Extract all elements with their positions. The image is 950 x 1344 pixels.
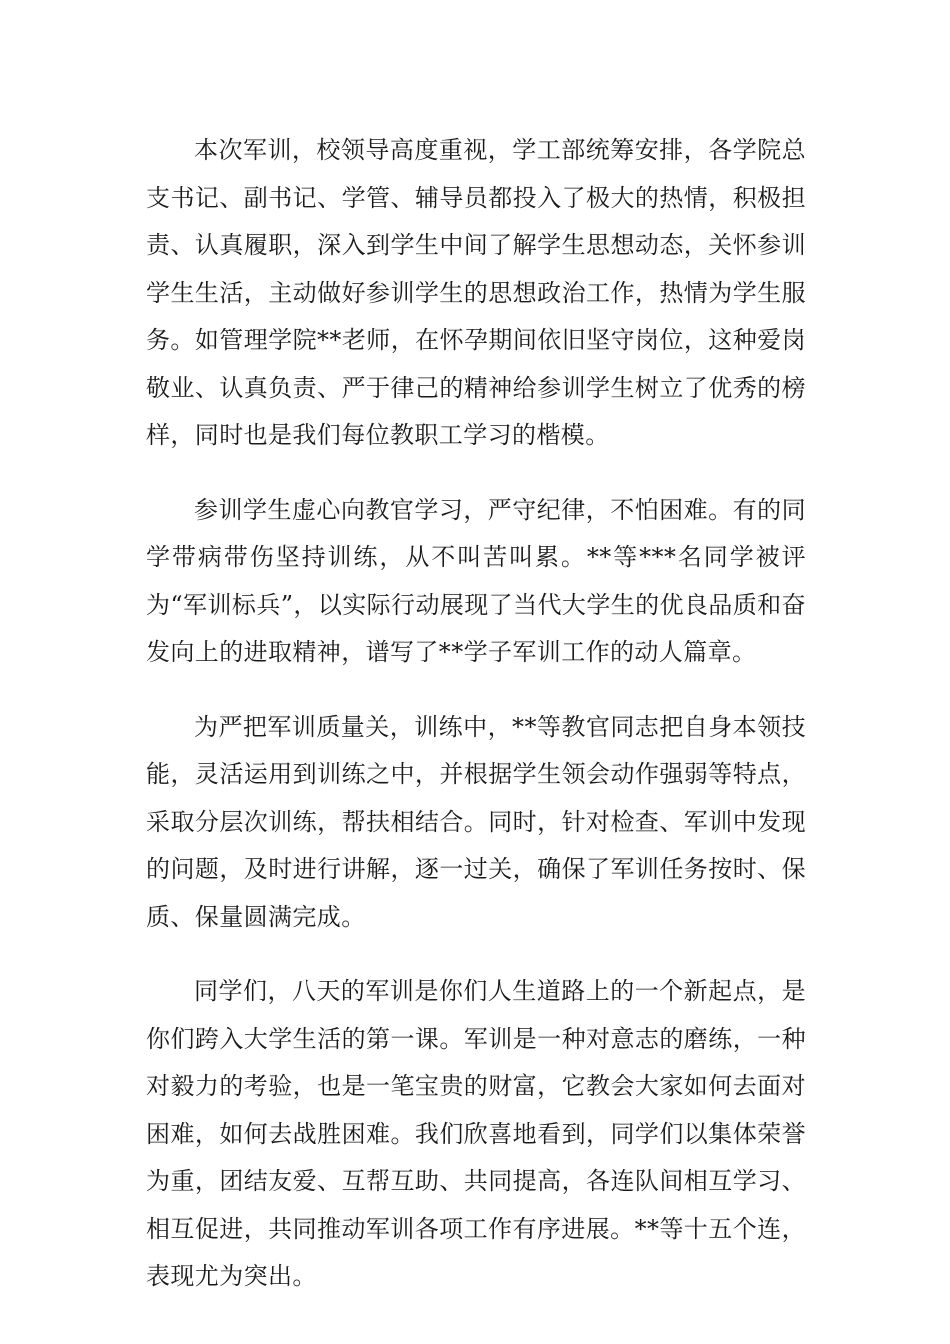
document-body — [146, 127, 806, 1328]
paragraph-3: 为严把军训质量关，训练中，**等教官同志把自身本领技能，灵活运用到训练之中，并根据学生领会动作强弱等特点，采取分层次训练，帮扶相结合。同时，针对检查、军训中发现的问题，及时进行讲解，逐一过关，确保了军训任务按时、保质、保量圆满完成。 — [146, 712, 806, 931]
paragraph-4: 同学们，八天的军训是你们人生道路上的一个新起点，是你们跨入大学生活的第一课。军训是一种对意志的磨练，一种对毅力的考验，也是一笔宝贵的财富，它教会大家如何去面对困难，如何去战胜困难。我们欣喜地看到，同学们以集体荣誉为重，团结友爱、互帮互助、共同提高，各连队间相互学习、相互促进，共同推动军训各项工作有序进展。**等十五个连，表现尤为突出。 — [146, 977, 806, 1290]
paragraph-2: 参训学生虚心向教官学习，严守纪律，不怕困难。有的同学带病带伤坚持训练，从不叫苦叫累。**等***名同学被评为“军训标兵”，以实际行动展现了当代大学生的优良品质和奋发向上的进取精神，谱写了**学子军训工作的动人篇章。 — [146, 495, 806, 666]
paragraph-1: 本次军训，校领导高度重视，学工部统筹安排，各学院总支书记、副书记、学管、辅导员都投入了极大的热情，积极担责、认真履职，深入到学生中间了解学生思想动态，关怀参训学生生活，主动做好参训学生的思想政治工作，热情为学生服务。如管理学院**老师，在怀孕期间依旧坚守岗位，这种爱岗敬业、认真负责、严于律己的精神给参训学生树立了优秀的榜样，同时也是我们每位教职工学习的楷模。 — [146, 136, 806, 449]
